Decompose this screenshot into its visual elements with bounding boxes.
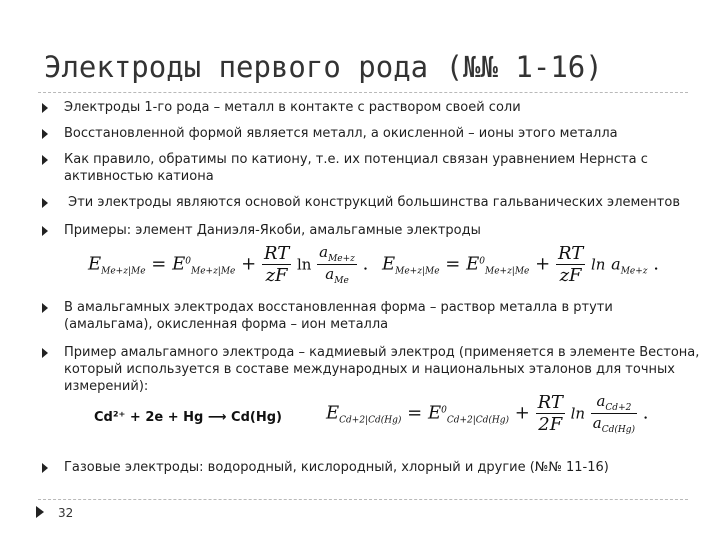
bullet-arrow-icon [42,155,48,165]
nernst-formula-activity: $E_{Me+z|Me} = E^0_{Me+z|Me}$ + $\frac{RT}{zF}$ $\ln a_{Me+z}$ . [382,243,659,286]
footer-divider [38,499,688,500]
bullet-arrow-icon [42,103,48,113]
bullet-text: В амальгамных электродах восстановленная форма – раствор металла в ртути (амальгама), окисленная форма – ион металла [64,300,613,332]
bullet-arrow-icon [42,463,48,473]
bullet-arrow-icon [42,226,48,236]
bullet-text: Как правило, обратимы по катиону, т.е. их потенциал связан уравнением Нернста с активностью катиона [64,152,648,184]
title-divider [38,92,688,93]
bullet-text: Восстановленной формой является металл, а окисленной – ионы этого металла [64,126,618,141]
cadmium-nernst-formula: $E_{Cd+2|Cd(Hg)} = E^0_{Cd+2|Cd(Hg)}$ + $\frac{RT}{2F}$ ln $\frac{a_{Cd+2}}{a_{Cd(Hg)}}$ . [326,392,649,435]
cadmium-reaction: Cd²⁺ + 2e + Hg ⟶ Cd(Hg) [94,410,282,425]
bullet-text: Газовые электроды: водородный, кислородный, хлорный и другие (№№ 11-16) [64,460,609,475]
nernst-formula-ratio: $E_{Me+z|Me} = E^0_{Me+z|Me}$ + $\frac{RT}{zF}$ ln $\frac{a_{Me+z}}{a_{Me}}$ . [88,243,369,286]
bullet-arrow-icon [42,303,48,313]
bullet-text: Пример амальгамного электрода – кадмиевый электрод (применяется в элементе Вестона, который используется в составе международных и национальных эталонов для точных измерений): [64,345,700,394]
page-arrow-icon [36,506,44,518]
bullet-arrow-icon [42,198,48,208]
bullet-text: Эти электроды являются основой конструкций большинства гальванических элементов [64,195,680,210]
slide-title: Электроды первого рода (№№ 1-16) [44,50,603,84]
page-number: 32 [58,506,74,520]
bullet-arrow-icon [42,129,48,139]
bullet-text: Электроды 1-го рода – металл в контакте с раствором своей соли [64,100,521,115]
bullet-arrow-icon [42,348,48,358]
bullet-text: Примеры: элемент Даниэля-Якоби, амальгамные электроды [64,223,481,238]
